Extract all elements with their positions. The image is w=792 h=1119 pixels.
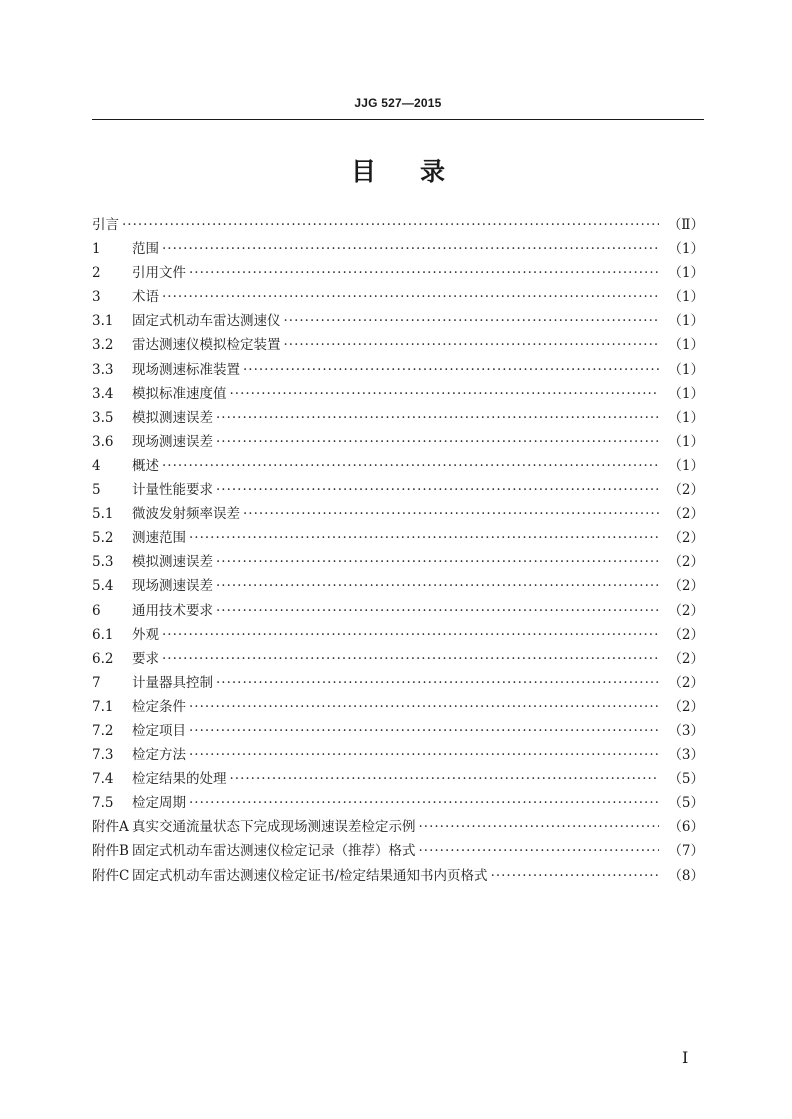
toc-dot-leader <box>243 502 659 526</box>
toc-entry-number: 7.1 <box>92 698 114 715</box>
toc-entry-title: 现场测速误差 <box>132 578 213 595</box>
toc-entry-page: （3） <box>668 722 704 739</box>
toc-dot-leader <box>122 213 659 237</box>
toc-dot-leader <box>162 285 659 309</box>
toc-dot-leader <box>189 791 659 815</box>
document-code-header: JJG 527—2015 <box>354 96 442 110</box>
toc-entry[interactable] <box>92 550 704 574</box>
toc-entry-page: （2） <box>668 602 704 619</box>
toc-entry[interactable] <box>92 671 704 695</box>
toc-entry-page: （5） <box>668 771 704 788</box>
toc-entry[interactable] <box>92 719 704 743</box>
toc-entry-number: 5.1 <box>92 506 114 523</box>
toc-entry-page: （1） <box>668 265 704 282</box>
toc-entry-number: 5.3 <box>92 554 114 571</box>
toc-dot-leader <box>243 358 659 382</box>
toc-entry[interactable] <box>92 261 704 285</box>
toc-entry-page: （Ⅱ） <box>667 217 704 233</box>
toc-entry-page: （1） <box>668 409 704 426</box>
toc-entry-number: 3.4 <box>92 385 114 402</box>
toc-entry-title: 引言 <box>92 217 119 233</box>
toc-entry-page: （1） <box>668 337 704 354</box>
toc-entry[interactable] <box>92 333 704 357</box>
toc-entry[interactable] <box>92 213 704 237</box>
toc-entry[interactable] <box>92 478 704 502</box>
toc-entry-page: （2） <box>668 482 704 499</box>
toc-entry-title: 现场测速误差 <box>132 433 213 450</box>
toc-entry[interactable] <box>92 526 704 550</box>
toc-entry-page: （2） <box>668 650 704 667</box>
toc-entry-number: 5 <box>92 482 101 499</box>
toc-entry-title: 检定项目 <box>132 722 186 739</box>
toc-dot-leader <box>162 623 659 647</box>
toc-entry[interactable] <box>92 430 704 454</box>
toc-dot-leader <box>284 333 660 357</box>
toc-entry-number: 6.1 <box>92 626 114 643</box>
toc-entry-title: 微波发射频率误差 <box>132 506 240 523</box>
toc-entry-title: 术语 <box>132 289 159 306</box>
toc-entry[interactable] <box>92 309 704 333</box>
toc-entry-title: 模拟标准速度值 <box>132 385 227 402</box>
toc-entry-number: 1 <box>92 241 101 258</box>
toc-entry-number: 7.2 <box>92 722 114 739</box>
toc-entry-title: 引用文件 <box>132 265 186 282</box>
toc-entry-title: 固定式机动车雷达测速仪检定记录（推荐）格式 <box>132 843 416 860</box>
toc-entry-page: （1） <box>668 241 704 258</box>
toc-entry-number: 3.1 <box>92 313 114 330</box>
toc-entry-title: 检定方法 <box>132 747 186 764</box>
toc-entry-page: （1） <box>668 289 704 306</box>
toc-dot-leader <box>284 309 660 333</box>
toc-entry-page: （1） <box>668 361 704 378</box>
toc-entry-title: 固定式机动车雷达测速仪 <box>132 313 281 330</box>
toc-dot-leader <box>216 550 659 574</box>
toc-dot-leader <box>162 647 659 671</box>
toc-entry-page: （1） <box>668 385 704 402</box>
toc-entry-number: 3.5 <box>92 409 114 426</box>
toc-entry-title: 要求 <box>132 650 159 667</box>
toc-entry-title: 概述 <box>132 457 159 474</box>
toc-entry[interactable] <box>92 406 704 430</box>
toc-dot-leader <box>216 430 659 454</box>
toc-entry-title: 检定周期 <box>132 795 186 812</box>
toc-dot-leader <box>162 237 659 261</box>
toc-entry-page: （2） <box>668 554 704 571</box>
toc-dot-leader <box>189 719 659 743</box>
toc-entry[interactable] <box>92 647 704 671</box>
toc-entry-number: 7.4 <box>92 771 114 788</box>
toc-entry[interactable] <box>92 767 704 791</box>
toc-entry-number: 附件A <box>92 819 129 836</box>
toc-dot-leader <box>216 478 659 502</box>
toc-title-char-2: 录 <box>420 157 446 186</box>
toc-title-char-1: 目 <box>350 157 376 186</box>
toc-entry[interactable] <box>92 864 704 888</box>
toc-entry[interactable] <box>92 599 704 623</box>
toc-dot-leader <box>230 767 660 791</box>
toc-entry-page: （1） <box>668 457 704 474</box>
toc-entry-number: 5.2 <box>92 530 114 547</box>
toc-entry-title: 计量器具控制 <box>132 674 213 691</box>
toc-title <box>92 155 704 189</box>
toc-entry[interactable] <box>92 454 704 478</box>
toc-entry[interactable] <box>92 574 704 598</box>
toc-entry-number: 3.2 <box>92 337 114 354</box>
toc-dot-leader <box>189 526 659 550</box>
toc-dot-leader <box>216 671 659 695</box>
header-rule <box>92 119 704 120</box>
toc-entry-number: 6 <box>92 602 101 619</box>
toc-entry[interactable] <box>92 623 704 647</box>
toc-dot-leader <box>419 839 660 863</box>
toc-entry-page: （7） <box>668 843 704 860</box>
toc-dot-leader <box>189 695 659 719</box>
page-number: I <box>682 1048 689 1067</box>
toc-entry[interactable] <box>92 358 704 382</box>
toc-entry[interactable] <box>92 815 704 839</box>
toc-entry[interactable] <box>92 237 704 261</box>
toc-dot-leader <box>216 574 659 598</box>
toc-entry-number: 3.3 <box>92 361 114 378</box>
toc-entry-page: （2） <box>668 626 704 643</box>
toc-dot-leader <box>189 743 659 767</box>
toc-entry-title: 检定结果的处理 <box>132 771 227 788</box>
toc-entry-page: （2） <box>668 506 704 523</box>
toc-entry-page: （5） <box>668 795 704 812</box>
toc-entry-page: （2） <box>668 530 704 547</box>
toc-entry[interactable] <box>92 502 704 526</box>
toc-entry-number: 4 <box>92 457 101 474</box>
toc-entry-page: （8） <box>668 867 704 884</box>
toc-dot-leader <box>216 599 659 623</box>
toc-entry-title: 雷达测速仪模拟检定装置 <box>132 337 281 354</box>
toc-entry-number: 2 <box>92 265 101 282</box>
toc-dot-leader <box>230 382 660 406</box>
toc-entry-title: 检定条件 <box>132 698 186 715</box>
toc-entry-page: （2） <box>668 698 704 715</box>
toc-entry[interactable] <box>92 695 704 719</box>
toc-entry-title: 计量性能要求 <box>132 482 213 499</box>
toc-entry-title: 模拟测速误差 <box>132 409 213 426</box>
toc-entry[interactable] <box>92 839 704 863</box>
toc-entry-page: （1） <box>668 433 704 450</box>
toc-entry-number: 5.4 <box>92 578 114 595</box>
toc-dot-leader <box>216 406 659 430</box>
toc-entry-page: （1） <box>668 313 704 330</box>
toc-dot-leader <box>491 864 659 888</box>
toc-entry-page: （2） <box>668 674 704 691</box>
toc-entry-title: 外观 <box>132 626 159 643</box>
toc-entry-title: 范围 <box>132 241 159 258</box>
toc-entry-number: 附件B <box>92 843 129 860</box>
toc-entry-number: 3.6 <box>92 433 114 450</box>
toc-list <box>92 213 704 888</box>
toc-entry[interactable] <box>92 382 704 406</box>
toc-entry-title: 真实交通流量状态下完成现场测速误差检定示例 <box>132 819 416 836</box>
toc-entry-page: （2） <box>668 578 704 595</box>
toc-entry-number: 7 <box>92 674 101 691</box>
toc-dot-leader <box>189 261 659 285</box>
toc-entry[interactable] <box>92 743 704 767</box>
toc-entry-title: 通用技术要求 <box>132 602 213 619</box>
toc-entry-page: （3） <box>668 747 704 764</box>
toc-entry-number: 7.5 <box>92 795 114 812</box>
toc-entry-title: 模拟测速误差 <box>132 554 213 571</box>
toc-entry-page: （6） <box>668 819 704 836</box>
toc-entry-number: 3 <box>92 289 101 306</box>
toc-entry[interactable] <box>92 791 704 815</box>
toc-dot-leader <box>162 454 659 478</box>
toc-entry-title: 现场测速标准装置 <box>132 361 240 378</box>
toc-dot-leader <box>419 815 660 839</box>
toc-entry-title: 测速范围 <box>132 530 186 547</box>
toc-entry-title: 固定式机动车雷达测速仪检定证书/检定结果通知书内页格式 <box>132 867 488 884</box>
toc-entry[interactable] <box>92 285 704 309</box>
toc-entry-number: 7.3 <box>92 747 114 764</box>
toc-entry-number: 6.2 <box>92 650 114 667</box>
toc-entry-number: 附件C <box>92 867 130 884</box>
